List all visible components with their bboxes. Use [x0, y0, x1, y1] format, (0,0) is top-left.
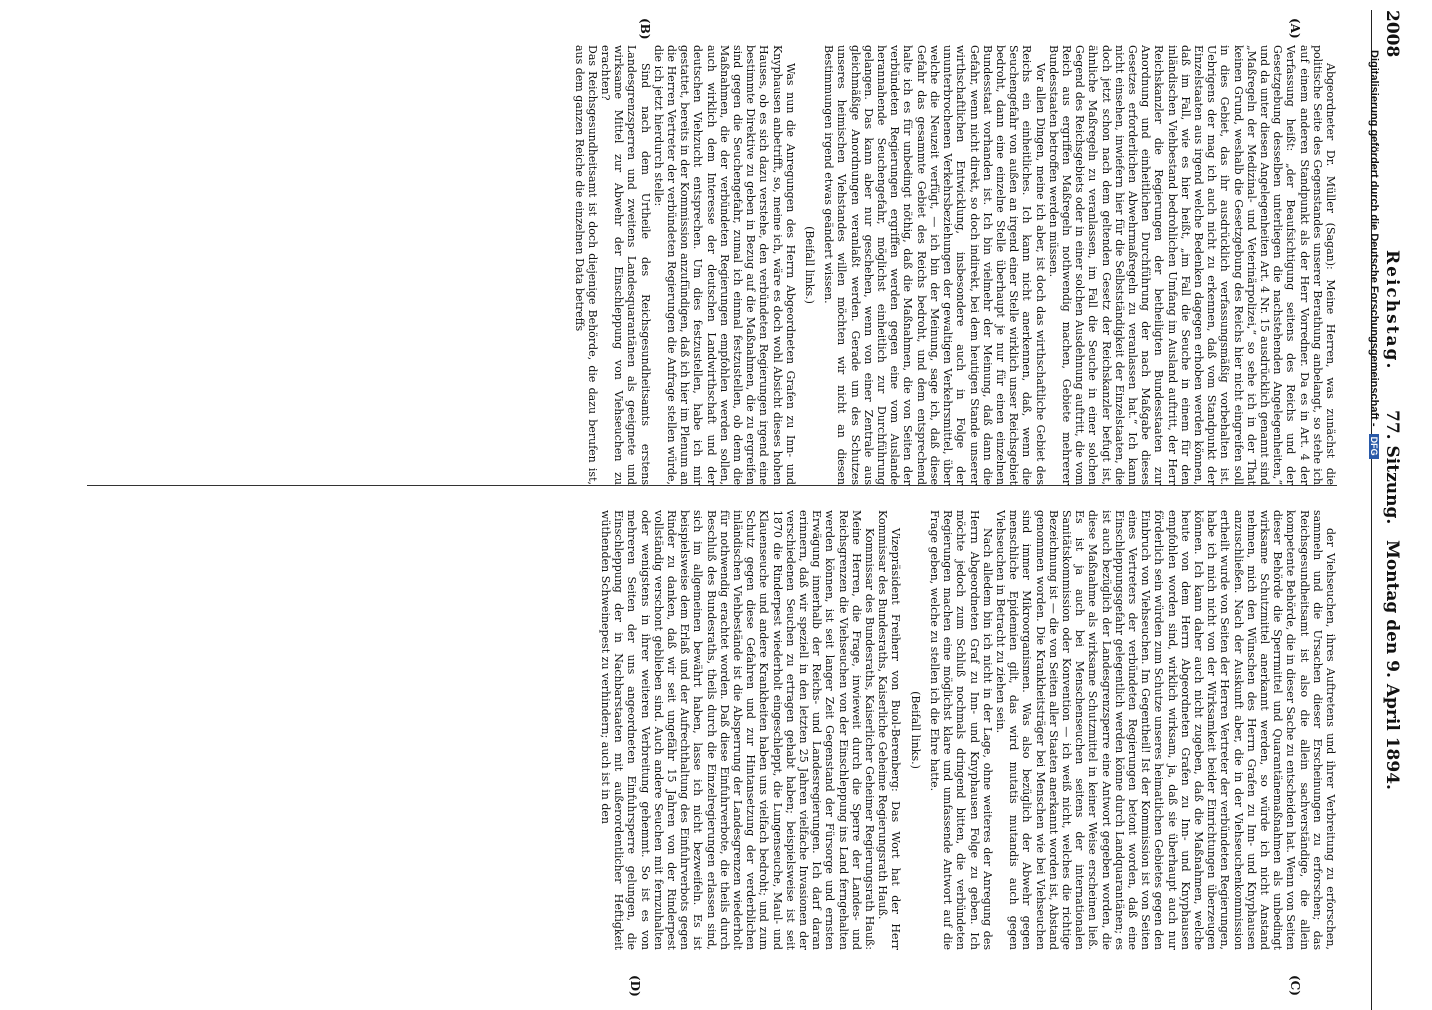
watermark-text: Digitalisierung gefördert durch die Deutsche Forschungsgemeinschaft -: [1368, 50, 1380, 427]
margin-marker-a: (A): [1288, 18, 1302, 39]
paragraph: Vizepräsident Freiherr von Buol-Berenberg: Das Wort hat der Herr Kommissar des Bundesraths, Kaiserliche Geheime Regierungsrath Hauß.: [876, 510, 903, 950]
left-text-column: [47, 45, 1337, 485]
session-label: 77. Sitzung.: [1382, 410, 1402, 525]
right-text-column: [47, 510, 1337, 950]
dfg-logo: DFG: [1369, 434, 1379, 459]
paragraph: Das Reichsgesundheitsamt ist doch diejenige Behörde, die dazu berufen ist, aus dem ganzen Reiche die einzelnen Data betreffs: [572, 45, 599, 485]
paragraph: Kommissar des Bundesraths, Kaiserlicher Geheimer Regierungsrath Hauß: Meine Herren, die Frage, inwieweit durch die Sperre der Landes- und Reichsgrenzen die Viehseuchen von der Einschleppung ins Land ferngehalten werden können, ist seit langer Zeit Gegenstand der Fürsorge und ernsten Erwägung innerhalb der Reichs- und Landesregierungen. Ich darf daran erinnern, daß wir speziell in den letzten 25 Jahren vielfache Invasionen der verschiedenen Seuchen zu ertragen gehabt haben; beispielsweise ist seit 1870 die Rinderpest wiederholt eingeschleppt, die Lungenseuche, Maul- und Klauenseuche und andere Krankheiten haben uns vielfach bedroht; und zum Schutz gegen diese Gefahren und zur Hintansetzung der verderblichen inländischen Viehbestände ist die Absperrung der Landesgrenzen wiederholt für nothwendig erachtet worden. Daß diese Einfuhrverbote, die theils durch Beschluß des Bundesraths, theils durch die Einzelregierungen erlassen sind, sich im allgemeinen bewährt haben, lasse ich nicht bezweifeln. Es ist beispielsweise dem Erlaß und der Aufrechthaltung des Einfuhrverbots gegen Rinder zu danken, daß wir seit ungefähr 15 Jahren von der Rinderpest vollständig verschont geblieben sind. Auch andere Seuchen mit fernzuhalten oder wenigstens in ihrer weiteren Verbreitung gehemmt. So ist es von mehreren Seiten der uns angeordneten Einfuhrsperre gelungen, die Einschleppung der in Nachbarstaaten mit außerordentlicher Heftigkeit wüthenden Schweinepest zu verhindern; auch ist in den: [599, 510, 877, 950]
session-date: Montag den 9. April 1894.: [1382, 540, 1402, 790]
margin-marker-b: (B): [638, 18, 652, 40]
stage-direction: (Beifall links.): [908, 691, 922, 769]
paragraph: Nach alledem bin ich nicht in der Lage, ohne weiteres der Anregung des Herrn Abgeordneten Graf zu Inn- und Knyphausen Folge zu geben. Ich möchte jedoch zum Schluß nochmals dringend bitten, die verbündeten Regierungen machen eine möglichst klare und umfassende Antwort auf die Frage geben, welche zu stellen ich die Ehre hatte.: [927, 510, 994, 950]
paragraph: Was nun die Anregungen des Herrn Abgeordneten Grafen zu Inn- und Knyphausen anbetrifft, so, meine ich, wäre es doch wohl Absicht dieses hohen Hauses, ob es sich dazu verstehe, den verbündeten Regierungen irgend eine bestimmte Direktive zu geben in Bezug auf die Maßnahmen, die zu ergreifen sind gegen die Seuchengefahr, zumal ich einmal festzustellen, ob denn die Maßnahmen, die der verbündeten Regierungen empfohlen werden sollen, auch wirklich dem Interesse der deutschen Landwirthschaft und der deutschen Viehzucht entsprechen. Um dies festzustellen, habe ich mir gestattet, bereits in der Kommission anzufündigen, daß ich hier im Plenum an die Herren Vertreter der verbündeten Regierungen die Anfrage stellen würde, die ich jetzt hierdurch stelle:: [651, 45, 797, 485]
paragraph: der Viehseuchen, ihres Auftretens und ihrer Verbreitung zu erforschen, sammeln und die Ursachen dieser Erscheinungen zu erforschen; das Reichsgesundheitsamt ist also die allein sachverständige, die allein kompetente Behörde, die in dieser Sache zu entscheiden hat. Wenn von Seiten dieser Behörde die Sperrmittel und Quarantänemaßnahmen als unbedingt wirksame Schutzmittel anerkannt werden, so würde ich nicht Anstand nehmen, mich den Wünschen des Herrn Grafen zu Inn- und Knyphausen anzuschließen. Nach der Auskunft aber, die in der Viehseuchenkommission ertheilt wurde von Seiten der Herren Vertreter der verbündeten Regierungen, habe ich mich nicht von der Wirksamkeit beider Einrichtungen überzeugen können. Ich kann daher auch nicht zugeben, daß die Maßnahmen, welche heute von dem Herrn Abgeordneten Grafen zu Inn- und Knyphausen empfohlen worden sind, wirklich wirksam, ja, daß sie überhaupt auch nur förderlich sein würden zum Schutze unseres heimatlichen Gebietes gegen den Einbruch von Viehseuchen. Im Gegentheil! Ist der Kommission ist von Seiten eines Vertreters der verbündeten Regierungen betont worden, daß eine Einschleppungsgefahr gelegentlich werden könne durch Landquarantänen; es ist auch bezüglich der Landesgrenzsperre eine Antwort gegeben worden, die diese Maßnahme als wirksame Schutzmittel in keiner Weise erscheinen ließ. Es ist ja auch bei Menschenseuchen seitens der internationalen Sanitätskommission oder Konvention — ich weiß nicht, welches die richtige Bezeichnung ist — die von Seiten aller Staaten anerkannt worden ist, Abstand genommen worden. Die Krankheitsträger bei Menschen wie bei Viehseuchen sind immer Mikroorganismen. Was also bezüglich der Abwehr gegen menschliche Epidemien gilt, das wird mutatis mutandis auch gegen Viehseuchen in Betracht zu ziehen sein.: [993, 510, 1337, 950]
paragraph: Sind nach dem Urtheile des Reichsgesundheitsamts erstens Landesgrenzsperren und zweitens Landesquarantänen als geeignete und wirksame Mittel zur Abwehr der Einschleppung von Viehseuchen zu erachten?: [599, 45, 652, 485]
stage-direction: (Beifall links.): [803, 226, 817, 304]
paragraph: Abgeordneter Dr. Müller (Sagan): Meine Herren, was zunächst die politische Seite des Gegenstandes unserer Berathung anbelangt, so stehe ich auf einem anderen Standpunkt als der Herr Vorredner. Da es in Art. 4 der Verfassung heißt: „der Beaufsichtigung seitens des Reichs und der Gesetzgebung desselben unterliegen die nachstehenden Angelegenheiten,“ und da unter diesen Angelegenheiten Art. 4 Nr. 15 ausdrücklich genannt sind „Maßregeln der Medizinal- und Veterinärpolizei,“ so sehe ich in der That keinen Grund, weshalb die Gesetzgebung des Reichs hier nicht eingreifen soll in dies Gebiet, das ihr ausdrücklich verfassungsmäßig vorbehalten ist. Uebrigens der mag ich auch nicht zu erkennen, daß vom Standpunkt der Einzelstaaten aus irgend welche Bedenken dagegen erhoben werden können, daß im Fall, wie es hier heißt, „im Fall die Seuche in einem für den inländischen Viehbestand bedrohlichen Umfang im Ausland auftritt, der Herr Reichskanzler die Regierungen der betheiligten Bundesstaaten zur Anordnung und einheitlichen Durchführung der nach Maßgabe dieses Gesetzes erforderlichen Abwehrmaßregeln zu veranlassen hat.“ Ich kann nicht einsehen, inwiefern hier für die Selbstständigkeit der Einzelstaaten, die doch jetzt schon nach dem geltenden Gesetz der Reichskanzler befugt ist, ähnliche Maßregeln zu veranlassen, im Fall die Seuche in einer solchen Gegend des Reichsgebiets oder in einer solchen Ausdehnung auftritt, die vom Reich aus ergriffen Maßregeln nothwendig machen, Gebiete mehrerer Bundesstaaten betroffen werden müssen.: [1046, 45, 1337, 485]
column-divider: [87, 485, 1337, 486]
page-number: 2008: [1382, 10, 1402, 58]
paragraph: Vor allen Dingen, meine ich aber, ist doch das wirthschaftliche Gebiet des Reichs ein einheitliches. Ich kann nicht anerkennen, daß, wenn die Seuchengefahr von außen an irgend einer Stelle wirklich unser Reichsgebiet bedroht, dann eine einzelne Stelle überhaupt je nur für einen einzelnen Bundesstaat vorhanden ist. Ich bin vielmehr der Meinung, daß dann die Gefahr, wenn nicht direkt, so doch indirekt, bei dem heutigen Stande unserer wirthschaftlichen Entwicklung, insbesondere auch in Folge der ununterbrochenen Verkehrsbeziehungen der gewaltigen Verkehrsmittel, über welche die Neuzeit verfügt, — ich bin der Meinung, sage ich, daß diese Gefahr das gesammte Gebiet des Reichs bedroht, und dem entsprechend halte ich es für unbedingt nöthig, daß die Maßnahmen, die von Seiten der verbündeten Regierungen ergriffen werden gegen eine vom Auslande herannahende Seuchengefahr, möglichst einheitlich zur Durchführung gelangen. Das kann aber nur geschehen, wenn von einer Zentrale aus gleichmäßige Anordnungen veranlaßt werden. Gerade um des Schutzes unseres heimischen Viehstandes willen möchten wir nicht an diesen Bestimmungen irgend etwas geändert wissen.: [822, 45, 1047, 485]
digitization-watermark: [1368, 50, 1380, 459]
margin-marker-c: (C): [1288, 975, 1302, 996]
margin-marker-d: (D): [628, 975, 642, 997]
publication-title: Reichstag.: [1382, 250, 1402, 371]
